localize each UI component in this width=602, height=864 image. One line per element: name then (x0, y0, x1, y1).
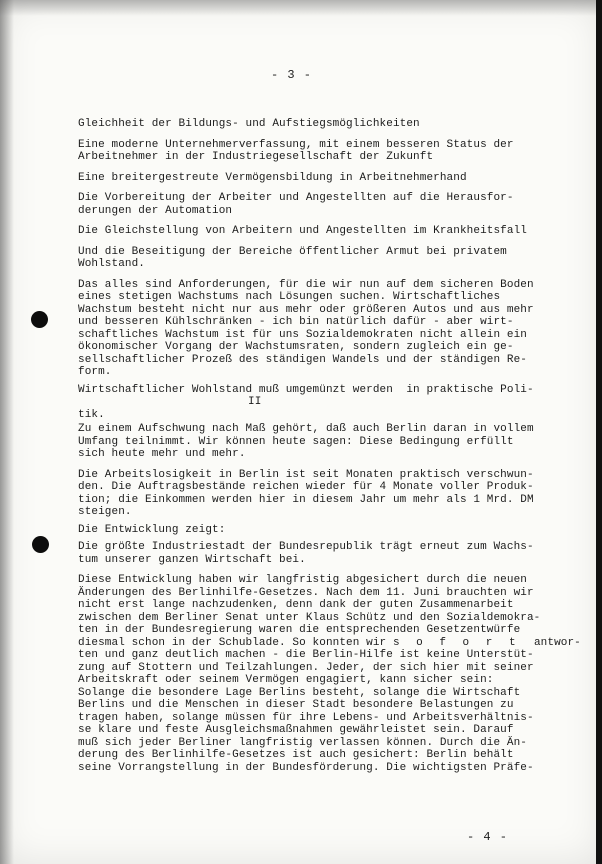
line: Die Arbeitslosigkeit in Berlin ist seit Monaten praktisch verschwun- (78, 468, 534, 481)
line: Wirtschaftlicher Wohlstand muß umgemünzt werden in praktische Poli- (78, 383, 534, 396)
section-numeral: II (248, 396, 262, 408)
scan-edge-top (0, 0, 602, 16)
line: Gleichheit der Bildungs- und Aufstiegsmöglichkeiten (78, 118, 420, 130)
line: Die Gleichstellung von Arbeitern und Angestellten im Krankheitsfall (78, 225, 527, 237)
line: nicht erst lange nachzudenken, denn dank der guten Zusammenarbeit (78, 599, 514, 611)
line: derungen der Automation (78, 204, 233, 217)
line: Wachstum besteht nicht nur aus mehr oder größeren Autos und aus mehr (78, 303, 534, 316)
line: Die Vorbereitung der Arbeiter und Angestellten auf die Herausfor- (78, 192, 514, 204)
line (78, 636, 581, 650)
line: derung des Berlinhilfe-Gesetzes ist auch gesichert: Berlin behält (78, 749, 514, 761)
line: Solange die besondere Lage Berlins besteht, solange die Wirtschaft (78, 686, 521, 699)
line: zwischen dem Berliner Senat unter Klaus Schütz und den Sozialdemokra- (78, 611, 541, 624)
line: ökonomischer Vorgang der Wachstumsraten, sondern zugleich ein ge- (78, 341, 514, 353)
scan-edge-left (0, 0, 14, 864)
line: schaftliches Wachstum ist für uns Sozialdemokraten nicht allein ein (78, 328, 527, 341)
line: form. (78, 366, 112, 378)
page-number-bottom: - 4 - (467, 830, 509, 844)
line: ten in der Bundesregierung waren die entsprechenden Gesetzentwürfe (78, 624, 521, 636)
line: Eine breitergestreute Vermögensbildung in Arbeitnehmerhand (78, 171, 467, 184)
line: den. Die Auftragsbestände reichen wieder für 4 Monate voller Produk- (78, 481, 534, 493)
line: eines stetigen Wachstums nach Lösungen suchen. Wirtschaftliches (78, 291, 501, 303)
line: Das alles sind Anforderungen, für die wir nun auf dem sicheren Boden (78, 278, 534, 291)
punch-hole-lower (32, 536, 49, 553)
line-end: antwor- (520, 636, 581, 649)
line: Diese Entwicklung haben wir langfristig abgesichert durch die neuen (78, 574, 527, 586)
line: muß sich jeder Berliner langfristig verlassen können. Durch die Än- (78, 736, 527, 749)
line: steigen. (78, 506, 132, 518)
scan-edge-right (596, 0, 602, 864)
line: Arbeitnehmer in der Industriegesellschaft der Zukunft (78, 151, 434, 163)
line: sellschaftlicher Prozeß des ständigen Wandels und der ständigen Re- (78, 353, 527, 366)
line: se klare und feste Ausgleichsmaßnahmen gewährleistet sein. Darauf (78, 724, 514, 736)
line: Die Entwicklung zeigt: (78, 523, 226, 536)
line: tum unserer ganzen Wirtschaft bei. (78, 553, 306, 566)
typed-body-text (78, 118, 581, 774)
line: Und die Beseitigung der Bereiche öffentlicher Armut bei privatem (78, 245, 507, 258)
line: tragen haben, solange müssen für ihre Lebens- und Arbeitsverhältnis- (78, 711, 534, 724)
spaced-word: s o f o r t (392, 636, 521, 649)
line: Berlins und die Menschen in dieser Stadt besondere Belastungen zu (78, 699, 514, 711)
line: Die größte Industriestadt der Bundesrepublik trägt erneut zum Wachs- (78, 541, 534, 553)
line: Wohlstand. (78, 258, 146, 270)
line: ten und ganz deutlich machen - die Berlin-Hilfe ist keine Unterstüt- (78, 649, 534, 661)
line: tik. (78, 408, 105, 421)
punch-hole-upper (31, 311, 48, 328)
line: sich heute mehr und mehr. (78, 448, 246, 460)
line: zung auf Stottern und Teilzahlungen. Jeder, der sich hier mit seiner (78, 661, 534, 674)
line: seine Vorrangstellung in der Bundesförderung. Die wichtigsten Präfe- (78, 761, 534, 774)
line: Arbeitskraft oder seinem Vermögen engagiert, kann sicher sein: (78, 674, 494, 686)
line: Umfang teilnimmt. Wir können heute sagen: Diese Bedingung erfüllt (78, 435, 514, 448)
page-number-top: - 3 - (271, 68, 313, 82)
line: tion; die Einkommen werden hier in diesem Jahr um mehr als 1 Mrd. DM (78, 493, 534, 506)
line: Zu einem Aufschwung nach Maß gehört, daß auch Berlin daran in vollem (78, 423, 534, 435)
line: und besseren Kühlschränken - ich bin natürlich dafür - aber wirt- (78, 316, 514, 328)
line: Änderungen des Berlinhilfe-Gesetzes. Nach dem 11. Juni brauchten wir (78, 586, 534, 599)
line: Eine moderne Unternehmerverfassung, mit einem besseren Status der (78, 138, 514, 151)
line-start: diesmal schon in der Schublade. So konnten wir (78, 636, 387, 649)
